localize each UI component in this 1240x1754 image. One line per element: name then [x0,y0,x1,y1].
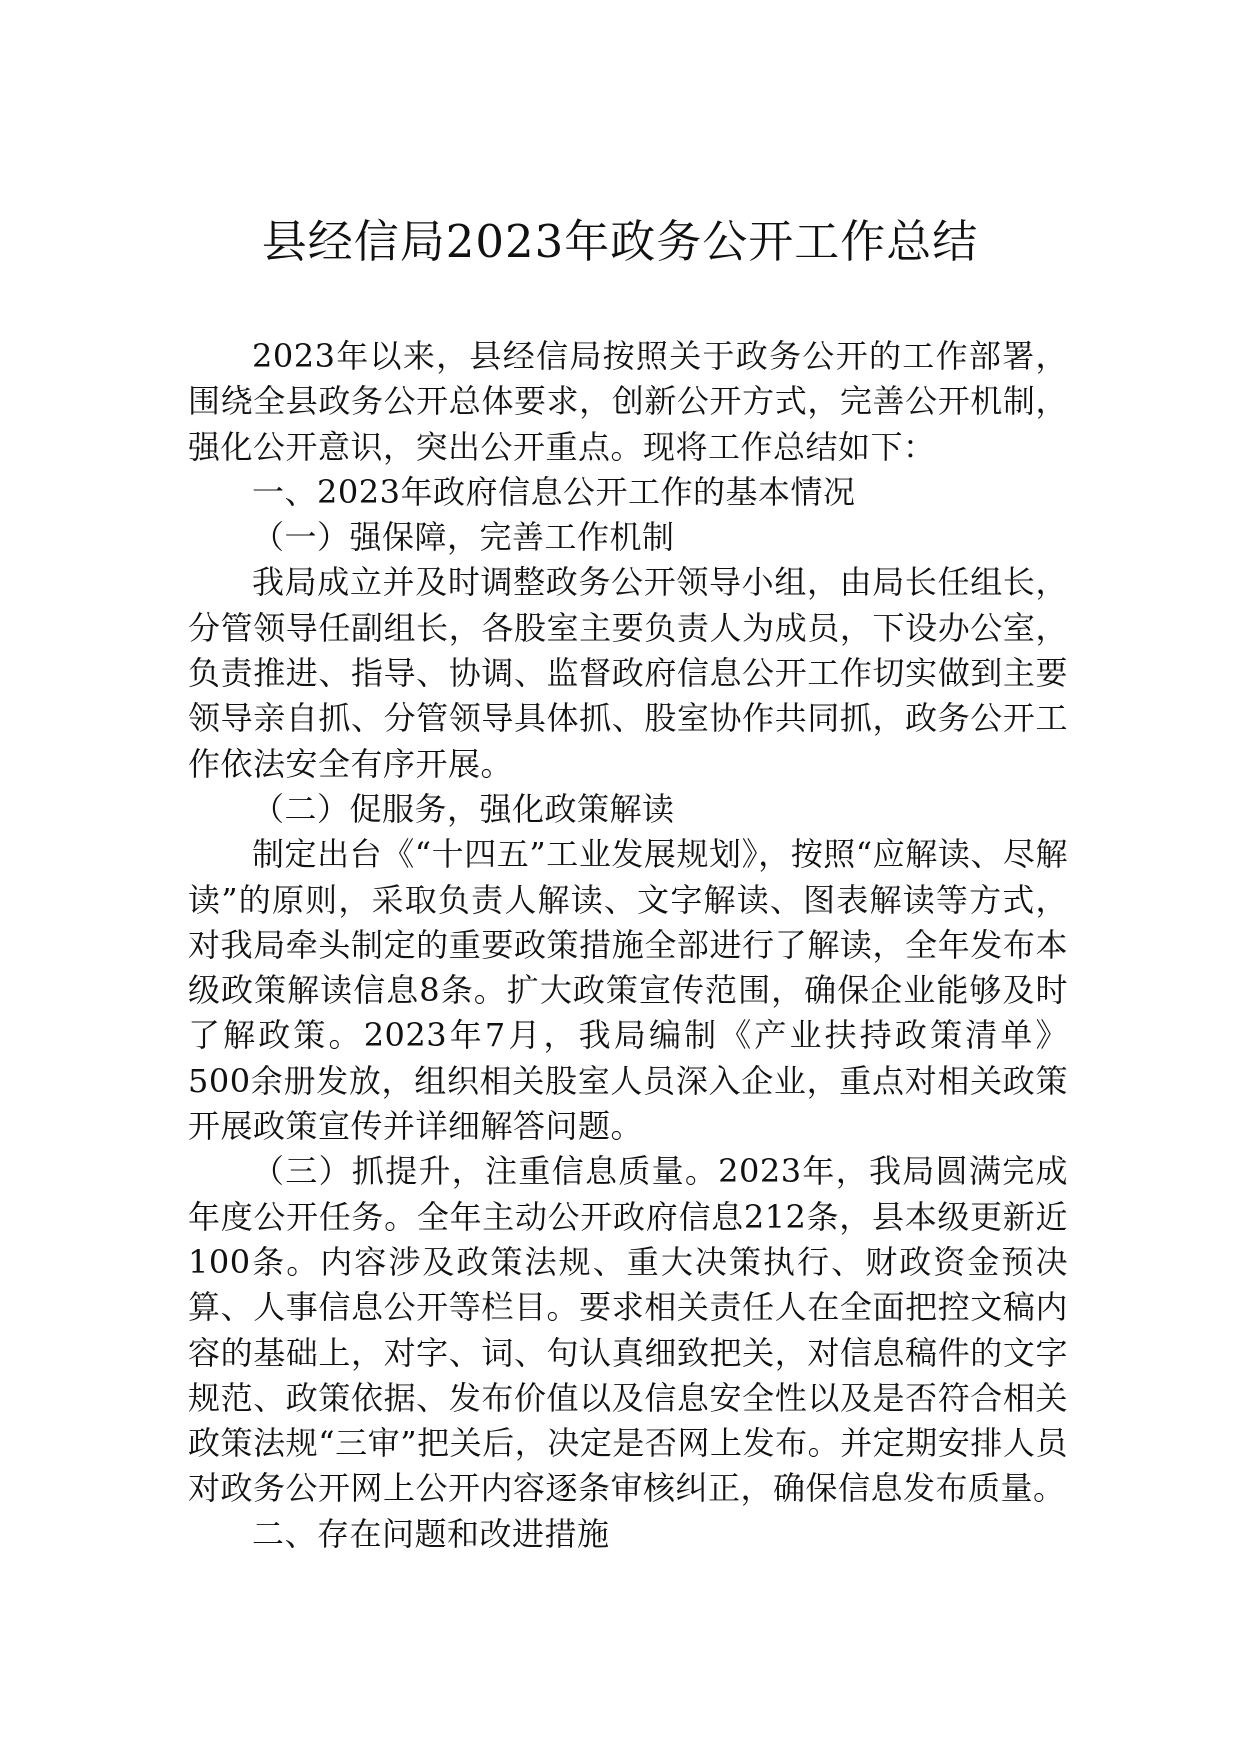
body-paragraph-2: 制定出台《“十四五”工业发展规划》，按照“应解读、尽解读”的原则，采取负责人解读、文字解读、图表解读等方式，对我局牵头制定的重要政策措施全部进行了解读，全年发布本级政策解读信息8条。扩大政策宣传范围，确保企业能够及时了解政策。2023年7月，我局编制《产业扶持政策清单》500余册发放，组织相关股室人员深入企业，重点对相关政策开展政策宣传并详细解答问题。 [188,835,1068,1146]
intro-paragraph: 2023年以来，县经信局按照关于政务公开的工作部署，围绕全县政务公开总体要求，创新公开方式，完善公开机制，强化公开意识，突出公开重点。现将工作总结如下： [188,337,1068,466]
subsection-heading-2: （二）促服务，强化政策解读 [252,789,675,828]
document-title: 县经信局2023年政务公开工作总结 [261,215,979,268]
subsection-heading-1: （一）强保障，完善工作机制 [252,518,675,557]
document-body [188,334,1068,1557]
section-heading-1: 一、2023年政府信息公开工作的基本情况 [252,472,856,511]
body-paragraph-3: （三）抓提升，注重信息质量。2023年，我局圆满完成年度公开任务。全年主动公开政府信息212条，县本级更新近100条。内容涉及政策法规、重大决策执行、财政资金预决算、人事信息公开等栏目。要求相关责任人在全面把控文稿内容的基础上，对字、词、句认真细致把关，对信息稿件的文字规范、政策依据、发布价值以及信息安全性以及是否符合相关政策法规“三审”把关后，决定是否网上发布。并定期安排人员对政务公开网上公开内容逐条审核纠正，确保信息发布质量。 [188,1152,1068,1508]
section-heading-2: 二、存在问题和改进措施 [252,1514,610,1553]
body-paragraph-1: 我局成立并及时调整政务公开领导小组，由局长任组长，分管领导任副组长，各股室主要负责人为成员，下设办公室，负责推进、指导、协调、监督政府信息公开工作切实做到主要领导亲自抓、分管领导具体抓、股室协作共同抓，政务公开工作依法安全有序开展。 [188,563,1068,783]
